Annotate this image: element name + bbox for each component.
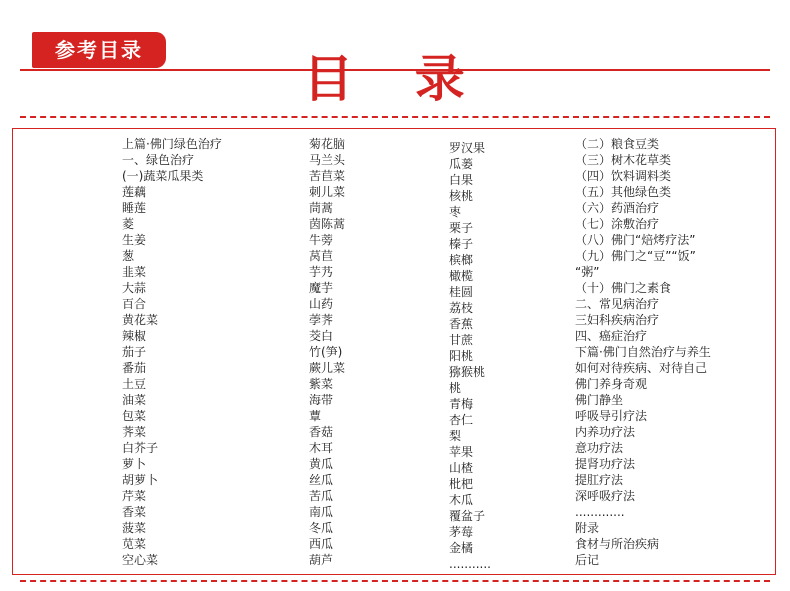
toc-entry: 菠菜 [122,521,147,535]
toc-entry: 白果 [449,173,474,187]
toc-entry: （二）粮食豆类 [575,137,660,151]
toc-entry: 葱 [122,249,135,263]
toc-entry: 青梅 [449,397,474,411]
toc-entry: 冬瓜 [309,521,334,535]
toc-entry: 韭菜 [122,265,147,279]
toc-entry: 呼吸导引疗法 [575,409,648,423]
toc-entry: 茵陈蒿 [309,217,346,231]
toc-entry: 生姜 [122,233,147,247]
toc-entry: 苹果 [449,445,474,459]
toc-entry: 茼蒿 [309,201,334,215]
toc-column-3 [449,140,491,572]
toc-entry: 蕨儿菜 [309,361,346,375]
toc-entry: 莴苣 [309,249,334,263]
toc-entry: 甘蔗 [449,333,474,347]
toc-entry: 丝瓜 [309,473,334,487]
toc-entry: 刺儿菜 [309,185,346,199]
toc-entry: 香菇 [309,425,334,439]
toc-entry: 香菜 [122,505,147,519]
toc-entry: 魔芋 [309,281,334,295]
toc-entry: 三妇科疾病治疗 [575,313,660,327]
toc-entry: 枇杷 [449,477,474,491]
toc-entry: 核桃 [449,189,474,203]
toc-entry: 罗汉果 [449,141,486,155]
toc-entry: 意功疗法 [575,441,624,455]
toc-entry: 梨 [449,429,462,443]
toc-entry: “粥” [575,265,600,279]
toc-entry: 紫菜 [309,377,334,391]
toc-entry: 萝卜 [122,457,147,471]
toc-entry: 栗子 [449,221,474,235]
toc-entry: ........... [449,557,491,571]
toc-entry: 芹菜 [122,489,147,503]
toc-entry: 下篇·佛门自然治疗与养生 [575,345,711,359]
toc-entry: （八）佛门“焙烤疗法” [575,233,696,247]
toc-entry: 食材与所治疾病 [575,537,660,551]
toc-entry: 上篇·佛门绿色治疗 [122,137,222,151]
toc-entry: 西瓜 [309,537,334,551]
toc-entry: 杏仁 [449,413,474,427]
toc-entry: 枣 [449,205,462,219]
toc-column-1 [122,136,222,568]
toc-entry: 葫芦 [309,553,334,567]
toc-entry: 牛蒡 [309,233,334,247]
toc-entry: 苋菜 [122,537,147,551]
toc-entry: 菊花脑 [309,137,346,151]
toc-entry: 菱 [122,217,135,231]
toc-entry: （四）饮料调料类 [575,169,672,183]
toc-entry: 香蕉 [449,317,474,331]
toc-entry: 芋艿 [309,265,334,279]
bottom-dashed-divider [20,580,770,582]
toc-entry: 槟榔 [449,253,474,267]
toc-entry: 睡莲 [122,201,147,215]
toc-entry: （十）佛门之素食 [575,281,672,295]
toc-entry: 佛门养身奇观 [575,377,648,391]
toc-entry: 百合 [122,297,147,311]
toc-entry: 大蒜 [122,281,147,295]
toc-entry: 附录 [575,521,600,535]
toc-entry: 白芥子 [122,441,159,455]
section-label: 参考目录 [32,32,166,68]
toc-entry: 深呼吸疗法 [575,489,636,503]
page-title: 目 录 [303,50,487,108]
toc-entry: 后记 [575,553,600,567]
toc-entry: 茄子 [122,345,147,359]
toc-entry: 瓜蒌 [449,157,474,171]
toc-entry: 蕈 [309,409,322,423]
toc-entry: 木瓜 [449,493,474,507]
toc-entry: （九）佛门之“豆”“饭” [575,249,696,263]
toc-entry: （五）其他绿色类 [575,185,672,199]
toc-entry: 山楂 [449,461,474,475]
toc-entry: 金橘 [449,541,474,555]
toc-entry: 辣椒 [122,329,147,343]
toc-entry: 海带 [309,393,334,407]
toc-entry: 竹(笋) [309,345,343,359]
toc-entry: 荠菜 [122,425,147,439]
toc-entry: 山药 [309,297,334,311]
toc-entry: ............. [575,505,625,519]
toc-entry: 木耳 [309,441,334,455]
toc-entry: 佛门静坐 [575,393,624,407]
toc-entry: 内养功疗法 [575,425,636,439]
toc-entry: 一、绿色治疗 [122,153,195,167]
toc-entry: 胡萝卜 [122,473,159,487]
toc-entry: 猕猴桃 [449,365,486,379]
toc-entry: 阳桃 [449,349,474,363]
toc-entry: 茭白 [309,329,334,343]
toc-column-2 [309,136,345,568]
toc-entry: 油菜 [122,393,147,407]
toc-entry: 二、常见病治疗 [575,297,660,311]
toc-entry: 橄榄 [449,269,474,283]
toc-entry: （六）药酒治疗 [575,201,660,215]
toc-entry: 空心菜 [122,553,159,567]
toc-entry: 土豆 [122,377,147,391]
toc-entry: 榛子 [449,237,474,251]
toc-entry: 包菜 [122,409,147,423]
toc-entry: （三）树木花草类 [575,153,672,167]
toc-entry: 桃 [449,381,462,395]
toc-entry: 荸荠 [309,313,334,327]
toc-entry: 茅莓 [449,525,474,539]
toc-entry: 覆盆子 [449,509,486,523]
toc-entry: 荔枝 [449,301,474,315]
toc-entry: （七）涂敷治疗 [575,217,660,231]
top-dashed-divider [20,116,770,118]
toc-entry: 马兰头 [309,153,346,167]
toc-entry: 桂圆 [449,285,474,299]
toc-entry: 莲藕 [122,185,147,199]
toc-entry: 南瓜 [309,505,334,519]
toc-entry: 黄瓜 [309,457,334,471]
toc-entry: 提肾功疗法 [575,457,636,471]
toc-entry: 黄花菜 [122,313,159,327]
toc-entry: 四、癌症治疗 [575,329,648,343]
toc-entry: 提肛疗法 [575,473,624,487]
toc-entry: 如何对待疾病、对待自己 [575,361,708,375]
toc-entry: (一)蔬菜瓜果类 [122,169,204,183]
toc-entry: 苦苣菜 [309,169,346,183]
toc-entry: 苦瓜 [309,489,334,503]
toc-column-4 [575,136,711,568]
toc-entry: 番茄 [122,361,147,375]
